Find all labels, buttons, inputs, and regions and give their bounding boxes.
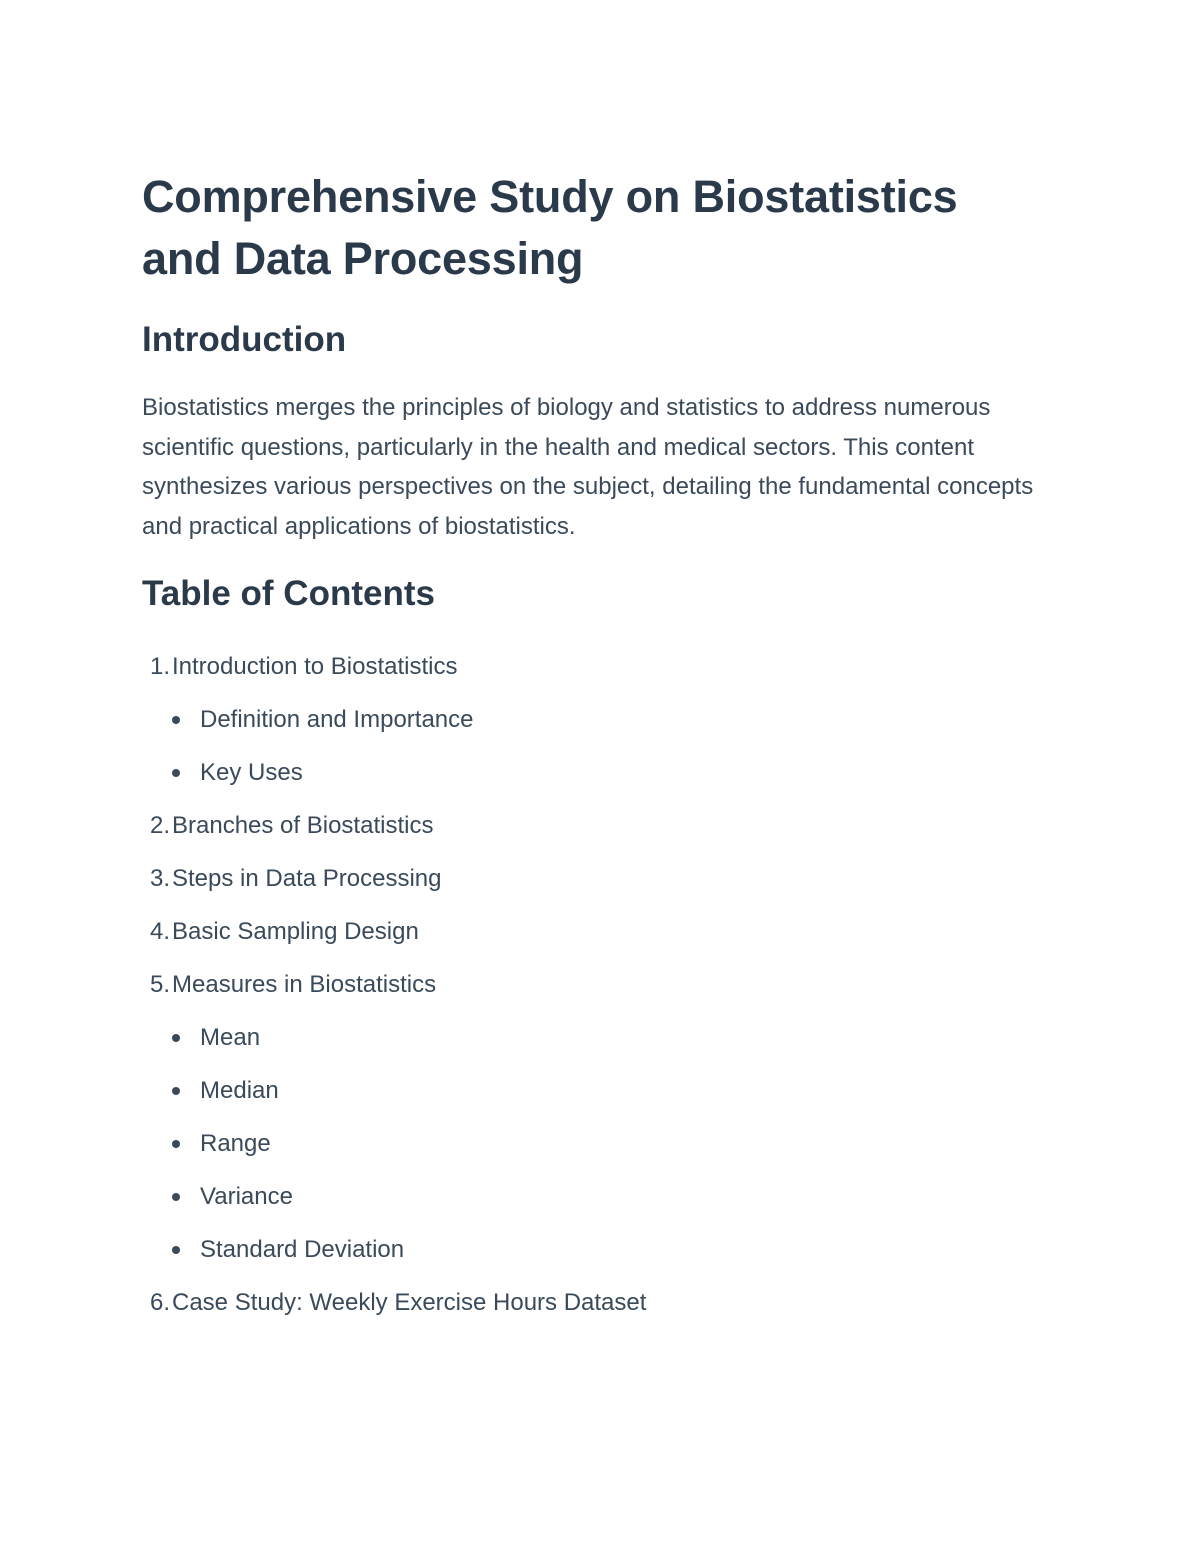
toc-item-label: Measures in Biostatistics — [172, 971, 437, 998]
page-title: Comprehensive Study on Biostatistics and Data Processing — [142, 171, 958, 284]
toc-subitem — [142, 1064, 1042, 1117]
toc-heading: Table of Contents — [142, 574, 435, 613]
toc-item-number: 3. — [149, 865, 170, 892]
toc-item — [142, 852, 1042, 905]
toc-subitem — [142, 1170, 1042, 1223]
toc-entry-1 — [142, 640, 1042, 799]
toc-subitem-label: Standard Deviation — [200, 1236, 405, 1263]
toc-entry-2 — [142, 799, 1042, 852]
toc-subitem — [142, 746, 1042, 799]
toc-subitem-label: Key Uses — [200, 759, 303, 786]
document-page — [142, 166, 1042, 1329]
bullet-icon — [172, 1087, 180, 1095]
introduction-paragraph: Biostatistics merges the principles of biology and statistics to address numerous scientific questions, particularly in the health and medical sectors. This content synthesizes various perspectives on the subject, detailing the fundamental concepts and practical applications of biostatistics. — [142, 394, 1034, 540]
toc-subitem-label: Definition and Importance — [200, 706, 474, 733]
toc-subitem — [142, 693, 1042, 746]
toc-item-label: Branches of Biostatistics — [172, 812, 434, 839]
toc-item — [142, 1276, 1042, 1329]
toc-sublist — [142, 693, 1042, 799]
toc-entry-4 — [142, 905, 1042, 958]
toc-item — [142, 958, 1042, 1011]
toc-item-label: Basic Sampling Design — [172, 918, 419, 945]
bullet-icon — [172, 1193, 180, 1201]
toc-subitem — [142, 1011, 1042, 1064]
toc-subitem-label: Variance — [200, 1183, 293, 1210]
bullet-icon — [172, 716, 180, 724]
toc-entry-3 — [142, 852, 1042, 905]
introduction-heading: Introduction — [142, 320, 347, 359]
bullet-icon — [172, 1034, 180, 1042]
toc-item — [142, 799, 1042, 852]
toc-item-label: Steps in Data Processing — [172, 865, 442, 892]
toc-subitem-label: Mean — [200, 1024, 261, 1051]
toc-entry-5 — [142, 958, 1042, 1276]
toc-subitem-label: Range — [200, 1130, 271, 1157]
toc-item-number: 6. — [149, 1289, 170, 1316]
toc-list — [142, 640, 1042, 1329]
bullet-icon — [172, 1246, 180, 1254]
toc-item-label: Introduction to Biostatistics — [172, 653, 458, 680]
toc-item — [142, 905, 1042, 958]
bullet-icon — [172, 769, 180, 777]
toc-sublist — [142, 1011, 1042, 1276]
bullet-icon — [172, 1140, 180, 1148]
toc-item-number: 4. — [149, 918, 170, 945]
toc-item-number: 1. — [149, 653, 170, 680]
toc-subitem — [142, 1223, 1042, 1276]
toc-item-number: 2. — [149, 812, 170, 839]
toc-item — [142, 640, 1042, 693]
toc-subitem-label: Median — [200, 1077, 279, 1104]
toc-item-number: 5. — [149, 971, 170, 998]
toc-item-label: Case Study: Weekly Exercise Hours Dataset — [172, 1289, 647, 1316]
toc-subitem — [142, 1117, 1042, 1170]
toc-entry-6 — [142, 1276, 1042, 1329]
